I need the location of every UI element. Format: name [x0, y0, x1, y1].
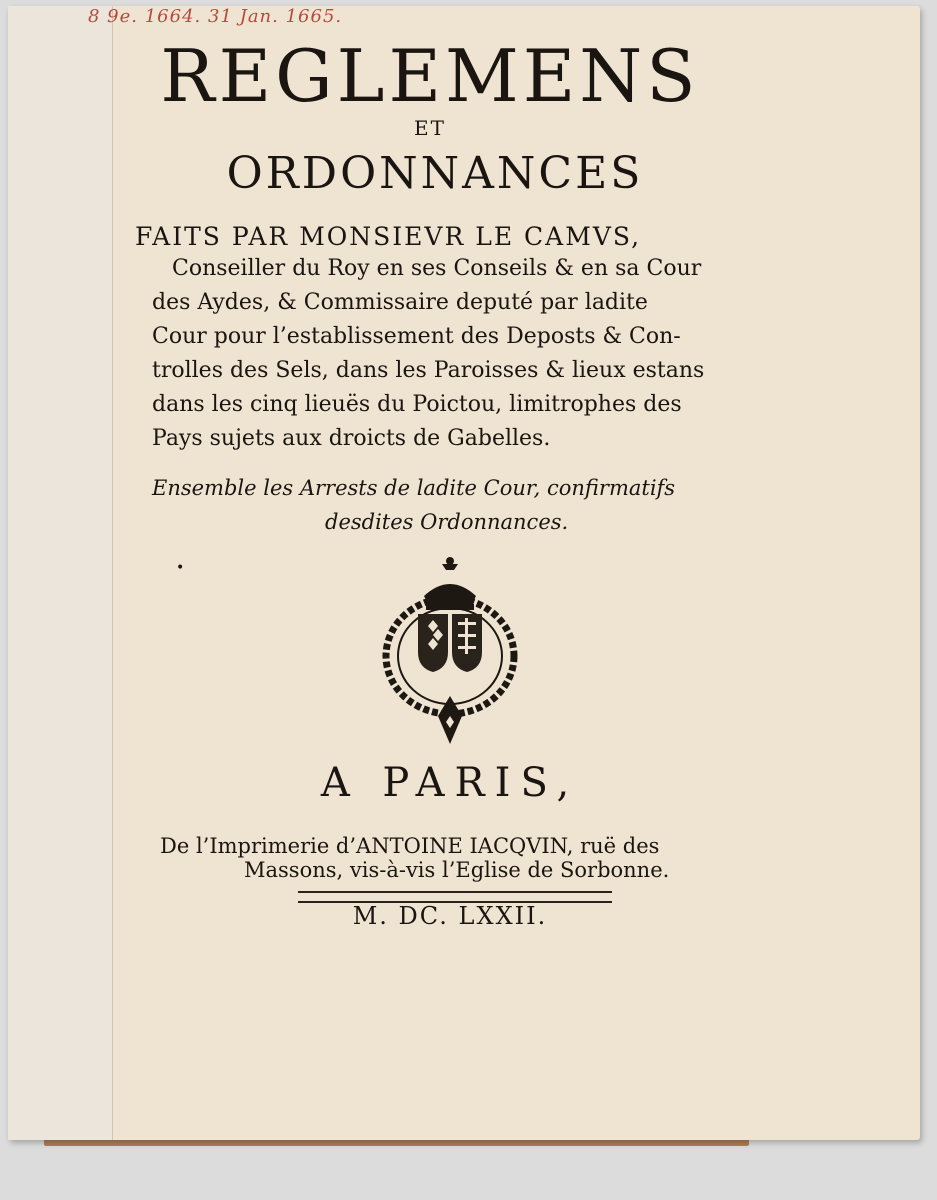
italic-line: Ensemble les Arrests de ladite Cour, confirmatifs [152, 476, 676, 500]
body-line: des Aydes, & Commissaire deputé par ladite [152, 290, 648, 315]
printer-line: Massons, vis-à-vis l’Eglise de Sorbonne. [244, 858, 670, 882]
manuscript-note: 8 9e. 1664. 31 Jan. 1665. [88, 6, 343, 27]
author-line: FAITS PAR MONSIEVR LE CAMVS, [135, 222, 642, 251]
title-secondary: ORDONNANCES [226, 148, 644, 199]
body-line: dans les cinq lieuës du Poictou, limitrophes des [152, 392, 682, 417]
ink-dot: • [176, 560, 185, 576]
body-line: trolles des Sels, dans les Paroisses & lieux estans [152, 358, 705, 383]
italic-line: desdites Ordonnances. [325, 510, 569, 534]
printer-line: De l’Imprimerie d’ANTOINE IACQVIN, ruë des [160, 834, 660, 858]
title-connector: ET [414, 116, 446, 140]
body-line: Conseiller du Roy en ses Conseils & en sa Cour [172, 256, 702, 281]
title-main: REGLEMENS [160, 34, 700, 118]
royal-coat-of-arms-icon [376, 556, 524, 748]
body-line: Cour pour l’establissement des Deposts & Con- [152, 324, 681, 349]
place-of-publication: A PARIS, [320, 760, 580, 806]
body-line: Pays sujets aux droicts de Gabelles. [152, 426, 551, 451]
publication-date: M. DC. LXXII. [352, 902, 548, 930]
